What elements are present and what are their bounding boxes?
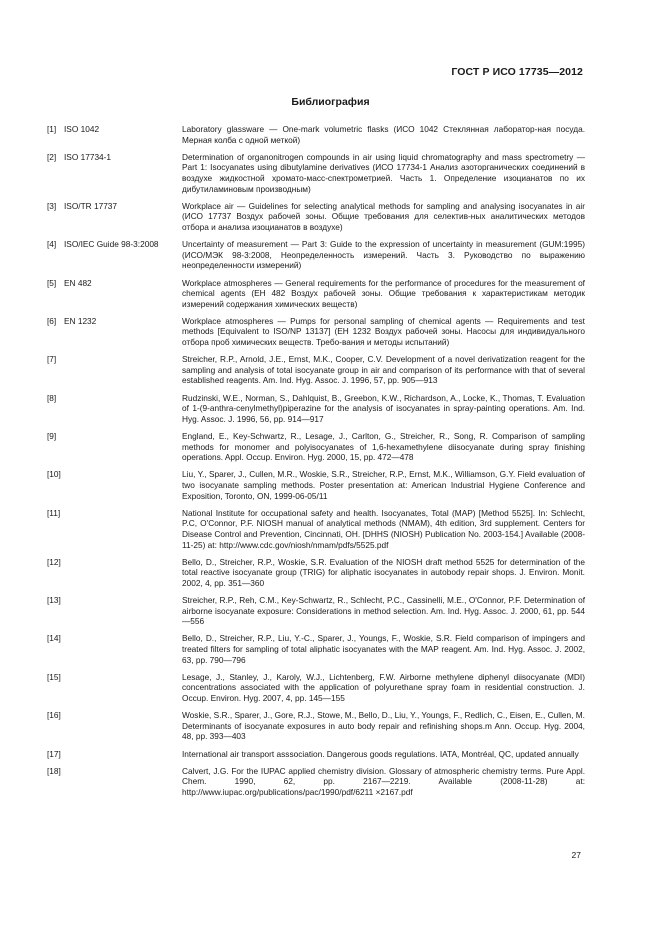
reference-number: [9] [47, 431, 57, 441]
reference-text: Lesage, J., Stanley, J., Karoly, W.J., Lichtenberg, F.W. Airborne methylene diphenyl diisocyanate (MDI) concentrations associated with the application of polyurethane spray foam in residential construction. J. Occup. Environ. Hyg. 2007, 4, pp. 145—155 [182, 671, 585, 704]
reference-number: [6] [47, 315, 57, 326]
reference-code: ISO 17734-1 [64, 151, 112, 162]
reference-text: Liu, Y., Sparer, J., Cullen, M.R., Woskie, S.R., Streicher, R.P., Ernst, M.K., Williamson, G.Y. Field evaluation of two isocyanate sampling methods. Poster presentation at: American Industrial Hygiene Conference and Exposition, Toronto, ON, 1999-06-05/11 [182, 469, 585, 501]
page-number: 27 [571, 850, 581, 860]
reference-item [47, 710, 585, 742]
reference-text: Woskie, S.R., Sparer, J., Gore, R.J., Stowe, M., Bello, D., Liu, Y., Youngs, F., Redlich, C., Eisen, E., Cullen, M. Determinants of isocyanate exposures in auto body repair and refinishing shops.m Ann. Occup. Hyg. 2004, 48, pp. 393—403 [182, 710, 585, 742]
reference-item [47, 316, 585, 348]
reference-item [47, 354, 585, 386]
reference-number: [18] [47, 765, 61, 776]
reference-text: Determination of organonitrogen compounds in air using liquid chromatography and mass spectrometry — Part 1: Isocyanates using dibutylamine derivatives (ИСО 17734-1 Анализ азоторганических соединений в воздухе жидкостной хромато-масс-спектрометрией. Часть 1. Определение изоцианатов по их дибутиламиновым производным) [182, 151, 585, 194]
reference-number: [12] [47, 556, 61, 567]
reference-number: [11] [47, 507, 61, 518]
reference-item [47, 124, 585, 145]
reference-item [47, 431, 585, 463]
reference-item [47, 633, 585, 665]
reference-text: Rudzinski, W.E., Norman, S., Dahlquist, B., Greebon, K.W., Richardson, A., Locke, K., Thomas, T. Evaluation of 1-(9-anthra-cenylmethyl)piperazine for the analysis of isocyanates in spray-painting operations. Am. Ind. Hyg. Assoc. J. 1996, 56, pp. 914—917 [182, 392, 585, 424]
reference-code: EN 482 [64, 277, 92, 288]
reference-item [47, 557, 585, 589]
reference-number: [17] [47, 748, 61, 759]
reference-text: Bello, D., Streicher, R.P., Liu, Y.-C., Sparer, J., Youngs, F., Woskie, S.R. Field comparison of impingers and treated filters for sampling of total aliphatic isocyanates with the MAP reagent. Am. Ind. Hyg. Assoc. J. 2002, 63, pp. 790—796 [182, 633, 585, 665]
reference-number: [8] [47, 392, 57, 403]
reference-text: Streicher, R.P., Arnold, J.E., Ernst, M.K., Cooper, C.V. Development of a novel derivatization reagent for the sampling and analysis of total isocyanate group in air and comparison of its performance with that of several established reagents. Am. Ind. Hyg. Assoc. J. 1996, 57, pp. 905—913 [182, 354, 585, 386]
reference-number: [1] [47, 124, 57, 134]
reference-number: [2] [47, 151, 57, 162]
reference-item [47, 672, 585, 704]
reference-number: [4] [47, 239, 57, 250]
reference-item [47, 749, 585, 760]
reference-number: [13] [47, 595, 61, 606]
reference-text: Workplace atmospheres — Pumps for personal sampling of chemical agents — Requirements and test methods [Equivalent to ISO/NP 13137] (ЕН 1232 Воздух рабочей зоны. Насосы для индивидуального отбора проб химических веществ. Требо-вания и методы испытаний) [182, 315, 585, 348]
reference-text: Workplace atmospheres — General requirements for the performance of procedures for the measurement of chemical agents (ЕН 482 Воздух рабочей зоны. Общие требования к характеристикам методик измерений содержания химических веществ) [182, 277, 585, 309]
reference-number: [16] [47, 710, 61, 721]
reference-item [47, 508, 585, 550]
reference-list [47, 124, 585, 804]
reference-item [47, 201, 585, 233]
reference-item [47, 152, 585, 194]
reference-number: [10] [47, 469, 61, 480]
reference-item [47, 239, 585, 271]
reference-number: [5] [47, 277, 57, 288]
reference-text: England, E., Key-Schwartz, R., Lesage, J., Carlton, G., Streicher, R., Song, R. Comparison of sampling methods for monomer and polyisocyanates of 1,6-hexamethylene diisocyanate during spray finishing operations. Appl. Occup. Environ. Hyg. 2000, 15, pp. 472—478 [182, 431, 585, 463]
reference-code: ISO/IEC Guide 98-3:2008 [64, 239, 159, 250]
reference-text: National Institute for occupational safety and health. Isocyanates, Total (MAP) [Method 5525]. In: Schlecht, P.C, O'Connor, P.F. NIOSH manual of analytical methods (NMAM), 4th edition, 3rd supplement. Centers for Disease Control and Prevention, Cincinnati, OH. [DHHS (NIOSH) Publication No. 2003-154.] Available (2008-11-25) at: http://www.cdc.gov/niosh/nmam/pdfs/5525.pdf [182, 507, 585, 550]
reference-item [47, 469, 585, 501]
reference-text: Workplace air — Guidelines for selecting analytical methods for sampling and analysing isocyanates in air (ИСО 17737 Воздух рабочей зоны. Общие требования для селектив-ных аналитических методов отбора и анализа изоцианатов в воздухе) [182, 200, 585, 232]
reference-text: Calvert, J.G. For the IUPAC applied chemistry division. Glossary of atmospheric chemistry terms. Pure Appl. Chem. 1990, 62, pp. 2167—2219. Available (2008-11-28) at: http://www.iupac.org/publications/pac/1990/pdf/6211 ×2167.pdf [182, 765, 585, 797]
bibliography-title: Библиография [291, 96, 370, 108]
reference-number: [7] [47, 354, 57, 365]
reference-text: Streicher, R.P., Reh, C.M., Key-Schwartz, R., Schlecht, P.C., Cassinelli, M.E., O'Connor, P.F. Determination of airborne isocyanate exposure: Considerations in method selection. Am. Ind. Hyg. Assoc. J. 2000, 61, pp. 544—556 [182, 595, 585, 627]
reference-item [47, 595, 585, 627]
reference-number: [14] [47, 633, 61, 644]
reference-text: Bello, D., Streicher, R.P., Woskie, S.R. Evaluation of the NIOSH draft method 5525 for determination of the total reactive isocyanate group (TRIG) for aliphatic isocyanates in autobody repair shops. J. Environ. Monit. 2002, 4, pp. 351—360 [182, 556, 585, 588]
reference-item [47, 393, 585, 425]
standard-header: ГОСТ Р ИСО 17735—2012 [451, 66, 583, 78]
reference-text: International air transport asssociation. Dangerous goods regulations. IATA, Montréal, QC, updated annually [182, 748, 579, 759]
reference-code: ISO/TR 17737 [64, 200, 118, 211]
reference-code: ISO 1042 [64, 124, 100, 134]
reference-item [47, 766, 585, 798]
reference-text: Laboratory glassware — One-mark volumetric flasks (ИСО 1042 Стеклянная лаборатор-ная посуда. Мерная колба с одной меткой) [182, 124, 585, 145]
reference-item [47, 278, 585, 310]
reference-number: [15] [47, 671, 61, 682]
reference-code: EN 1232 [64, 315, 97, 326]
reference-text: Uncertainty of measurement — Part 3: Guide to the expression of uncertainty in measurement (GUM:1995) (ИСО/МЭК 98-3:2008, Неопределенность измерений. Часть 3. Руководство по выражению неопределенности измерений) [182, 239, 585, 271]
reference-number: [3] [47, 200, 57, 211]
